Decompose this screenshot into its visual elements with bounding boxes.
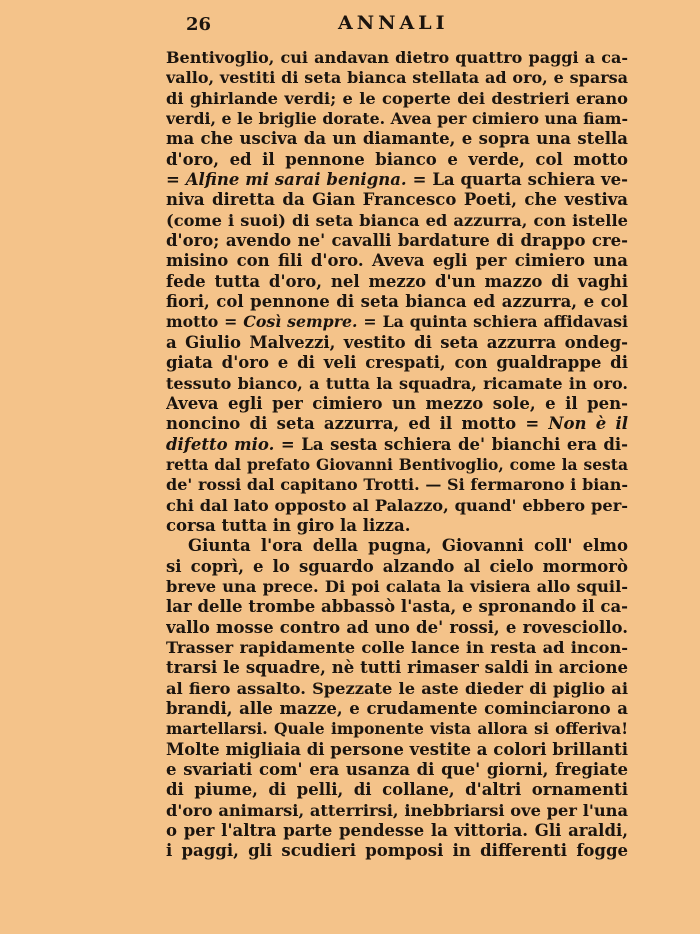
italic-motto: Alfine mi sarai benigna. (185, 170, 407, 190)
page-header (0, 10, 700, 40)
text-line: misino con fili d'oro. Aveva egli per cimiero una (166, 251, 628, 271)
text-line: fede tutta d'oro, nel mezzo d'un mazzo di vaghi (166, 271, 628, 291)
text-line (166, 312, 628, 332)
text-line: di piume, di pelli, di collane, d'altri ornamenti (166, 780, 628, 800)
text-segment: = La quarta schiera ve- (406, 170, 628, 190)
text-line: niva diretta da Gian Francesco Poeti, che vestiva (166, 190, 628, 210)
text-line (166, 170, 628, 190)
text-segment: = La quinta schiera affidavasi (357, 312, 628, 332)
text-line: verdi, e le briglie dorate. Avea per cimiero una fiam- (166, 109, 628, 129)
text-line (166, 414, 628, 434)
text-line: tessuto bianco, a tutta la squadra, ricamate in oro. (166, 373, 628, 393)
text-line: brandi, alle mazze, e crudamente cominciarono a (166, 699, 628, 718)
italic-motto: Così sempre. (243, 312, 358, 332)
text-line: d'oro animarsi, atterrirsi, inebbriarsi ove per l'una (166, 800, 628, 820)
text-segment: = (166, 170, 186, 190)
body-text (166, 48, 628, 862)
text-line: chi dal lato opposto al Palazzo, quand' ebbero per- (166, 495, 628, 515)
text-line: trarsi le squadre, nè tutti rimaser saldi in arcione (166, 658, 628, 678)
text-line: giata d'oro e di veli crespati, con gualdrappe di (166, 353, 628, 373)
text-line: Molte migliaia di persone vestite a colori brillanti (166, 739, 628, 759)
text-line: vallo mosse contro ad uno de' rossi, e rovesciollo. (166, 617, 628, 637)
text-line: i paggi, gli scudieri pomposi in differenti fogge (166, 841, 628, 861)
text-line: e svariati com' era usanza di que' giorni, fregiate (166, 760, 628, 780)
text-segment: noncino di seta azzurra, ed il motto = (166, 414, 549, 434)
text-line: ma che usciva da un diamante, e sopra una stella (166, 129, 628, 149)
text-line: di ghirlande verdi; e le coperte dei destrieri erano (166, 88, 628, 108)
text-line: corsa tutta in giro la lizza. (166, 515, 411, 535)
text-line: lar delle trombe abbassò l'asta, e spronando il ca- (166, 597, 628, 617)
italic-motto: Non è il (548, 414, 628, 434)
text-line: a Giulio Malvezzi, vestito di seta azzurra ondeg- (166, 332, 628, 352)
text-line: fiori, col pennone di seta bianca ed azzurra, e col (166, 292, 628, 312)
text-line: retta dal prefato Giovanni Bentivoglio, come la sesta (166, 454, 628, 474)
text-line: Giunta l'ora della pugna, Giovanni coll' elmo (188, 536, 628, 556)
text-line: Bentivoglio, cui andavan dietro quattro paggi a ca- (166, 48, 628, 67)
text-segment: motto = (166, 312, 244, 332)
italic-motto: difetto mio. (166, 434, 275, 454)
text-line: d'oro; avendo ne' cavalli bardature di drappo cre- (166, 231, 628, 251)
text-line: Aveva egli per cimiero un mezzo sole, e il pen- (166, 393, 628, 413)
text-segment: = La sesta schiera de' bianchi era di- (274, 434, 628, 454)
text-line: (come i suoi) di seta bianca ed azzurra, con istelle (166, 210, 628, 230)
text-line: martellarsi. Quale imponente vista allora si offeriva! (166, 719, 628, 739)
text-line: d'oro, ed il pennone bianco e verde, col motto (166, 149, 628, 169)
text-line: o per l'altra parte pendesse la vittoria. Gli araldi, (166, 821, 628, 841)
text-line: Trasser rapidamente colle lance in resta ad incon- (166, 637, 628, 657)
text-line (166, 435, 628, 455)
text-line: breve una prece. Di poi calata la visiera allo squil- (166, 576, 628, 596)
text-line: al fiero assalto. Spezzate le aste dieder di piglio ai (166, 678, 628, 698)
text-line: de' rossi dal capitano Trotti. — Si fermarono i bian- (166, 475, 628, 495)
text-line: si coprì, e lo sguardo alzando al cielo mormorò (166, 556, 628, 576)
text-line: vallo, vestiti di seta bianca stellata ad oro, e sparsa (166, 68, 628, 88)
page-number: 26 (186, 14, 212, 35)
running-title: ANNALI (338, 12, 449, 34)
